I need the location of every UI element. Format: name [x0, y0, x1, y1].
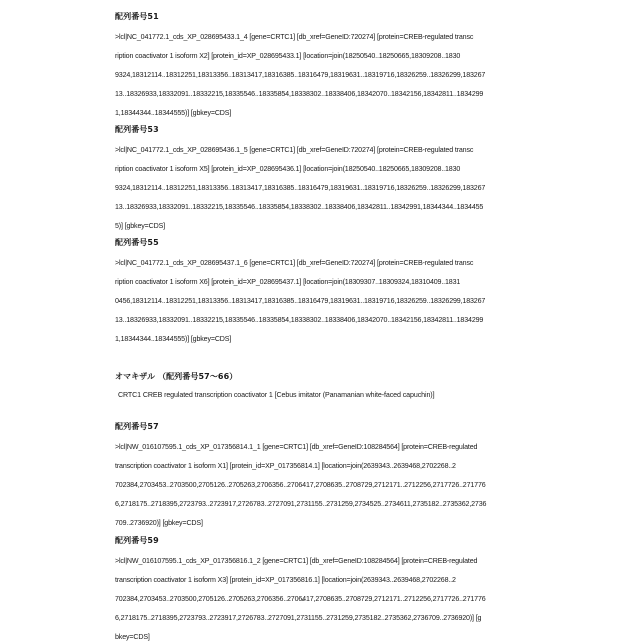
sequence-entry-57 [115, 422, 535, 528]
sequence-heading: 配列番号53 [115, 125, 535, 135]
document-page [0, 0, 640, 640]
sequence-line: ription coactivator 1 isoform X5] [protein_id=XP_028695436.1] [location=join(18250540..18250665,18309208..1830 [115, 164, 535, 174]
sequence-line: 0456,18312114..18312251,18313356..18313417,18316385..18316479,18319631..18319716,18326259..18326299,183267 [115, 296, 535, 306]
sequence-line: >lcl|NC_041772.1_cds_XP_028695433.1_4 [gene=CRTC1] [db_xref=GeneID:720274] [protein=CREB-regulated transc [115, 32, 535, 42]
sequence-line: 13..18326933,18332091..18332215,18335546..18335854,18338302..18338406,18342070..18342156,18342811..1834299 [115, 89, 535, 99]
sequence-line: transcription coactivator 1 isoform X1] [protein_id=XP_017356814.1] [location=join(2639343..2639468,2702268..2 [115, 461, 535, 471]
sequence-line: 709..2736920)] [gbkey=CDS] [115, 518, 535, 528]
sequence-entry-51 [115, 12, 535, 118]
sequence-entry-55 [115, 238, 535, 344]
scan-speck [302, 600, 304, 601]
sequence-line: 13..18326933,18332091..18332215,18335546..18335854,18338302..18338406,18342811..18342991,18344344..1834455 [115, 202, 535, 212]
sequence-line: >lcl|NW_016107595.1_cds_XP_017356816.1_2 [gene=CRTC1] [db_xref=GeneID:108284564] [protein=CREB-regulated [115, 556, 535, 566]
sequence-entry-53 [115, 125, 535, 231]
sequence-line: >lcl|NW_016107595.1_cds_XP_017356814.1_1 [gene=CRTC1] [db_xref=GeneID:108284564] [protein=CREB-regulated [115, 442, 535, 452]
species-group [115, 372, 535, 382]
species-description: CRTC1 CREB regulated transcription coactivator 1 [Cebus imitator (Panamanian white-faced capuchin)] [118, 390, 538, 400]
sequence-heading: 配列番号57 [115, 422, 535, 432]
sequence-line: bkey=CDS] [115, 632, 535, 642]
sequence-line: 1,18344344..18344555)] [gbkey=CDS] [115, 334, 535, 344]
sequence-line: 702384,2703453..2703500,2705126..2705263,2706356..2706417,2708635..2708729,2712171..2712256,2717726..271776 [115, 594, 535, 604]
sequence-line: ription coactivator 1 isoform X6] [protein_id=XP_028695437.1] [location=join(18309307..18309324,18310409..1831 [115, 277, 535, 287]
sequence-line: transcription coactivator 1 isoform X3] [protein_id=XP_017356816.1] [location=join(2639343..2639468,2702268..2 [115, 575, 535, 585]
sequence-line: ription coactivator 1 isoform X2] [protein_id=XP_028695433.1] [location=join(18250540..18250665,18309208..1830 [115, 51, 535, 61]
sequence-line: 9324,18312114..18312251,18313356..18313417,18316385..18316479,18319631..18319716,18326259..18326299,183267 [115, 70, 535, 80]
sequence-line: 702384,2703453..2703500,2705126..2705263,2706356..2706417,2708635..2708729,2712171..2712256,2717726..271776 [115, 480, 535, 490]
species-group-heading: オマキザル （配列番号57～66） [115, 372, 535, 382]
sequence-line: 13..18326933,18332091..18332215,18335546..18335854,18338302..18338406,18342070..18342156,18342811..1834299 [115, 315, 535, 325]
sequence-heading: 配列番号51 [115, 12, 535, 22]
sequence-heading: 配列番号55 [115, 238, 535, 248]
sequence-line: 1,18344344..18344555)] [gbkey=CDS] [115, 108, 535, 118]
sequence-line: 6,2718175..2718395,2723793..2723917,2726783..2727091,2731155..2731259,2735182..2735362,2736709..2736920)] [g [115, 613, 535, 623]
sequence-line: 9324,18312114..18312251,18313356..18313417,18316385..18316479,18319631..18319716,18326259..18326299,183267 [115, 183, 535, 193]
sequence-line: >lcl|NC_041772.1_cds_XP_028695436.1_5 [gene=CRTC1] [db_xref=GeneID:720274] [protein=CREB-regulated transc [115, 145, 535, 155]
sequence-heading: 配列番号59 [115, 536, 535, 546]
sequence-line: 6,2718175..2718395,2723793..2723917,2726783..2727091,2731155..2731259,2734525..2734611,2735182..2735362,2736 [115, 499, 535, 509]
sequence-line: 5)] [gbkey=CDS] [115, 221, 535, 231]
sequence-line: >lcl|NC_041772.1_cds_XP_028695437.1_6 [gene=CRTC1] [db_xref=GeneID:720274] [protein=CREB-regulated transc [115, 258, 535, 268]
sequence-entry-59 [115, 536, 535, 642]
